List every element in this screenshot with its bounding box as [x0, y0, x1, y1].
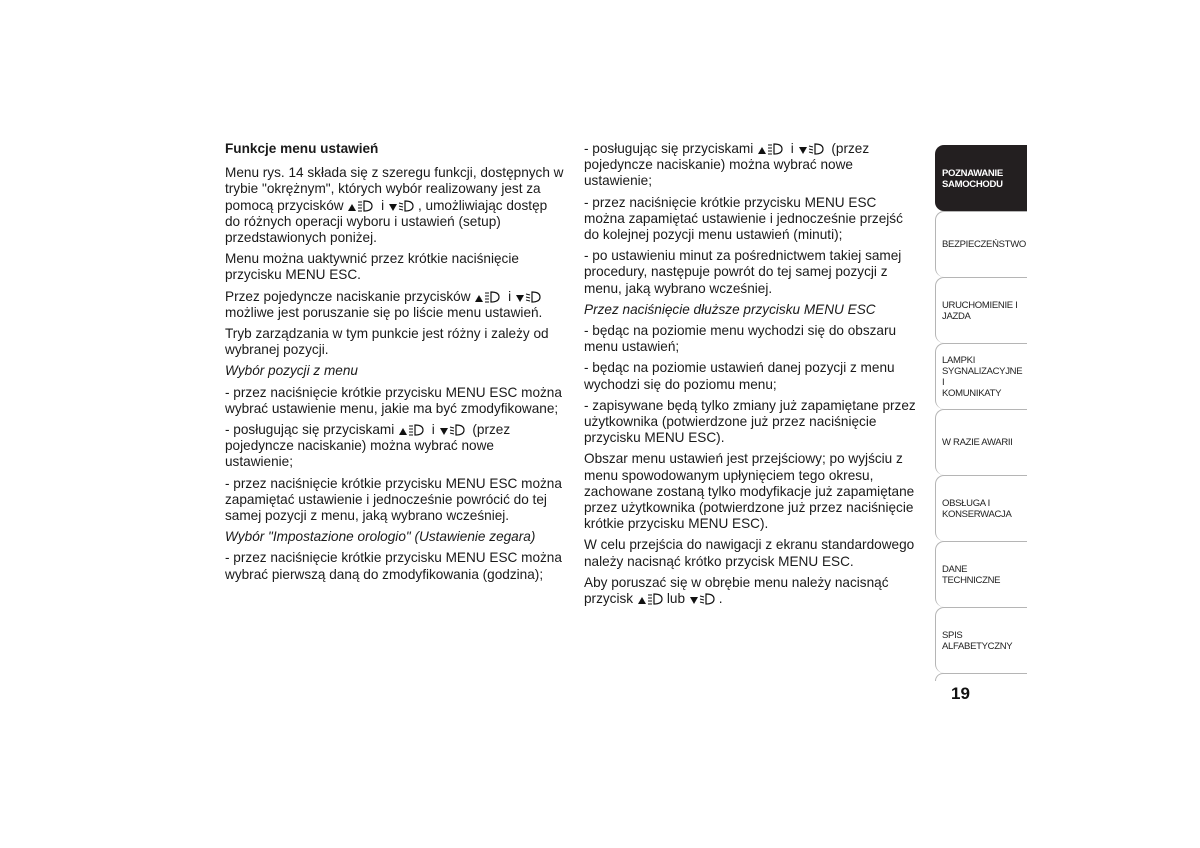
text: i	[431, 422, 435, 438]
subheading: Przez naciśnięcie dłuższe przycisku MENU ESC	[584, 301, 876, 317]
text: lub	[666, 591, 686, 607]
text: Aby poruszać się w obrębie menu należy nacisnąć przycisk	[584, 574, 889, 607]
tab-label: URUCHOMIENIE I JAZDA	[942, 299, 1018, 322]
text: (przez pojedyncze naciskanie) można wybrać nowe ustawienie;	[584, 141, 870, 189]
paragraph: - będąc na poziomie menu wychodzi się do obszaru menu ustawień;	[584, 323, 897, 355]
text: Przez pojedyncze naciskanie przycisków	[225, 288, 471, 304]
tab-spis-alfabetyczny[interactable]	[935, 607, 1027, 673]
paragraph: - przez naciśnięcie krótkie przycisku MENU ESC można zapamiętać ustawienie i jednocześnie powrócić do tej samej pozycji z menu, jaką wybrano wcześniej.	[225, 475, 562, 524]
section-heading: Funkcje menu ustawień	[225, 141, 379, 156]
up-light-icon	[475, 291, 503, 303]
tab-obsluga-i-konserwacja[interactable]	[935, 475, 1027, 541]
tab-label: LAMPKI SYGNALIZACYJNE I KOMUNIKATY	[942, 354, 1023, 399]
paragraph: - zapisywane będą tylko zmiany już zapamiętane przez użytkownika (potwierdzone już przez naciśnięcie przycisku MENU ESC).	[584, 397, 916, 446]
paragraph: - będąc na poziomie ustawień danej pozycji z menu wychodzi się do poziomu menu;	[584, 360, 895, 392]
text: Menu rys. 14 składa się z szeregu funkcji, dostępnych w trybie "okrężnym", których wybór realizowany jest za pomocą przycisków	[225, 165, 564, 213]
tab-uruchomienie-i-jazda[interactable]	[935, 277, 1027, 343]
text: , umożliwiając dostęp do różnych operacji wyboru i ustawień (setup) przedstawionych poniżej.	[225, 197, 548, 246]
text: możliwe jest poruszanie się po liście menu ustawień.	[225, 304, 543, 320]
paragraph: Tryb zarządzania w tym punkcie jest różny i zależy od wybranej pozycji.	[225, 326, 549, 358]
paragraph	[584, 575, 920, 607]
down-light-icon	[440, 424, 468, 436]
paragraph: - przez naciśnięcie krótkie przycisku MENU ESC można wybrać pierwszą daną do zmodyfikowania (godzina);	[225, 550, 562, 582]
left-column	[225, 141, 565, 588]
up-light-icon	[399, 424, 427, 436]
tab-label: SPIS ALFABETYCZNY	[942, 629, 1013, 652]
text: .	[718, 591, 723, 607]
tab-dane-techniczne[interactable]	[935, 541, 1027, 607]
paragraph: W celu przejścia do nawigacji z ekranu standardowego należy nacisnąć krótko przycisk MENU ESC.	[584, 537, 915, 569]
up-light-icon	[638, 593, 666, 605]
text: - posługując się przyciskami	[584, 141, 754, 156]
tab-bezpieczenstwo[interactable]	[935, 211, 1027, 277]
down-light-icon	[690, 593, 718, 605]
text: i	[381, 197, 385, 213]
text: i	[508, 288, 512, 304]
down-light-icon	[799, 143, 827, 155]
paragraph	[225, 165, 565, 246]
tab-label: W RAZIE AWARII	[942, 437, 1013, 448]
tab-label: BEZPIECZEŃSTWO	[942, 239, 1026, 250]
up-light-icon	[758, 143, 786, 155]
paragraph	[584, 141, 920, 190]
tab-label: DANE TECHNICZNE	[942, 563, 1001, 586]
tab-label: OBSŁUGA I KONSERWACJA	[942, 497, 1012, 520]
tab-divider	[935, 673, 1027, 681]
up-light-icon	[348, 200, 376, 212]
text: i	[790, 141, 794, 156]
paragraph: Menu można uaktywnić przez krótkie naciśnięcie przycisku MENU ESC.	[225, 251, 519, 283]
tab-lampki-sygnalizacyjne[interactable]	[935, 343, 1027, 409]
down-light-icon	[516, 291, 544, 303]
subheading: Wybór "Impostazione orologio" (Ustawienie zegara)	[225, 529, 536, 545]
page-number: 19	[951, 684, 970, 703]
text: (przez pojedyncze naciskanie) można wybrać nowe ustawienie;	[225, 422, 511, 470]
subheading: Wybór pozycji z menu	[225, 363, 358, 379]
right-column	[584, 141, 920, 612]
paragraph	[225, 422, 565, 471]
paragraph: - po ustawieniu minut za pośrednictwem takiej samej procedury, następuje powrót do tej samej pozycji z menu, jaką wybrano wcześniej.	[584, 248, 902, 296]
down-light-icon	[389, 200, 417, 212]
tab-poznawanie-samochodu[interactable]	[935, 145, 1027, 211]
paragraph	[225, 289, 565, 321]
paragraph: Obszar menu ustawień jest przejściowy; po wyjściu z menu spowodowanym upłynięciem tego okresu, zachowane zostaną tylko modyfikacje już zapamiętane przez użytkownika (potwierdzone już przez naciśnięcie krótkie przycisku MENU ESC).	[584, 451, 915, 532]
tab-w-razie-awarii[interactable]	[935, 409, 1027, 475]
tab-label: POZNAWANIE SAMOCHODU	[942, 167, 1003, 190]
text: - posługując się przyciskami	[225, 422, 395, 438]
paragraph: - przez naciśnięcie krótkie przycisku MENU ESC można zapamiętać ustawienie i jednocześnie przejść do kolejnej pozycji menu ustawień (minuti);	[584, 194, 903, 243]
paragraph: - przez naciśnięcie krótkie przycisku MENU ESC można wybrać ustawienie menu, jakie ma być zmodyfikowane;	[225, 384, 562, 416]
chapter-tabs	[935, 145, 1027, 681]
